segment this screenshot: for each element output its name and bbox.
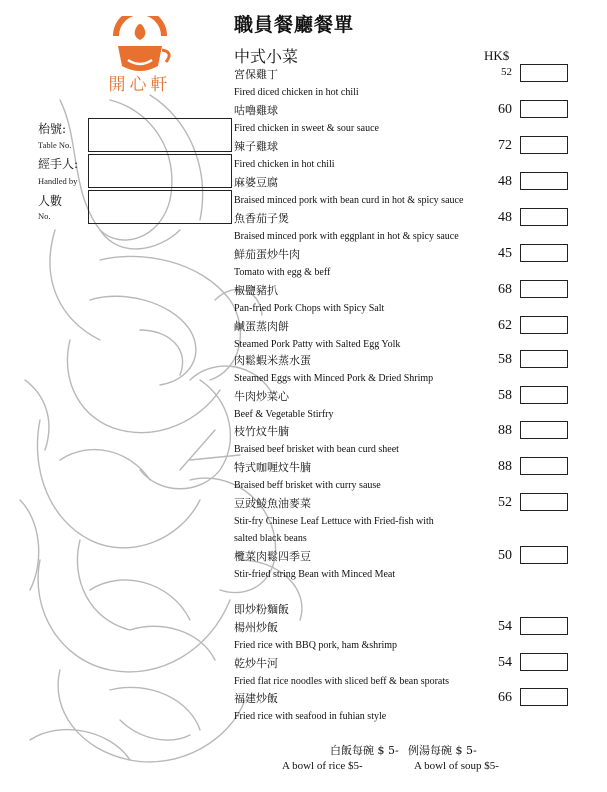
item-price: 50 <box>498 548 512 563</box>
item-name-zh: 牛肉炒菜心 <box>234 390 289 403</box>
item-name-en: Tomato with egg & beff <box>234 267 331 278</box>
handled-by-label: 經手人: <box>38 157 79 171</box>
item-name-zh: 特式咖喱炆牛腩 <box>234 461 311 474</box>
currency-label: HK$ <box>484 48 510 63</box>
section-title-rice-noodles: 即炒粉麵飯 <box>234 603 289 616</box>
item-name-zh: 魚香茄子煲 <box>234 212 289 225</box>
item-price: 58 <box>498 388 512 403</box>
quantity-box[interactable] <box>520 688 568 706</box>
item-name-zh: 宮保雞丁 <box>234 68 278 81</box>
item-name-zh: 麻婆豆腐 <box>234 176 278 189</box>
quantity-box[interactable] <box>520 386 568 404</box>
item-name-zh: 福建炒飯 <box>234 692 278 705</box>
quantity-box[interactable] <box>520 617 568 635</box>
party-size-label-en: No. <box>38 211 51 221</box>
item-name-en: Beef & Vegetable Stirfry <box>234 409 334 420</box>
handled-by-label-en: Handled by <box>38 176 78 186</box>
quantity-box[interactable] <box>520 493 568 511</box>
quantity-box[interactable] <box>520 136 568 154</box>
item-price: 58 <box>498 352 512 367</box>
item-name-zh: 楊州炒飯 <box>234 621 278 634</box>
quantity-box[interactable] <box>520 280 568 298</box>
quantity-box[interactable] <box>520 457 568 475</box>
item-name-zh: 欖菜肉鬆四季豆 <box>234 550 311 563</box>
table-number-field[interactable] <box>88 118 232 152</box>
item-price: 48 <box>498 210 512 225</box>
item-name-zh: 咕嚕雞球 <box>234 104 278 117</box>
quantity-box[interactable] <box>520 421 568 439</box>
item-name-en: Braised minced pork with bean curd in hot & spicy sauce <box>234 195 464 206</box>
item-price: 45 <box>498 246 512 261</box>
handled-by-field[interactable] <box>88 154 232 188</box>
item-name-zh: 豆豉鯪魚油麥菜 <box>234 497 311 510</box>
item-name-zh: 鹹蛋蒸肉餅 <box>234 320 289 333</box>
item-name-en: Stir-fried string Bean with Minced Meat <box>234 569 396 580</box>
item-name-zh: 枝竹炆牛腩 <box>234 425 289 438</box>
item-name-en: Fried rice with seafood in fuhian style <box>234 711 387 722</box>
logo-name: 開心軒 <box>108 75 172 95</box>
soup-price-zh: 例湯每碗 $ 5- <box>408 744 477 757</box>
item-name-en: Fired chicken in hot chili <box>234 159 335 170</box>
item-name-zh: 辣子雞球 <box>234 140 278 153</box>
item-price: 68 <box>498 282 512 297</box>
quantity-box[interactable] <box>520 64 568 82</box>
item-name-en: Pan-fried Pork Chops with Spicy Salt <box>234 303 385 314</box>
item-name-en: Fired diced chicken in hot chili <box>234 87 359 98</box>
page-title: 職員餐廳餐單 <box>234 14 355 36</box>
item-name-en: Braised beef brisket with bean curd sheet <box>234 444 399 455</box>
quantity-box[interactable] <box>520 653 568 671</box>
item-name-en: Fried rice with BBQ pork, ham &shrimp <box>234 640 398 651</box>
party-size-field[interactable] <box>88 190 232 224</box>
item-price: 48 <box>498 174 512 189</box>
item-name-zh: 乾炒牛河 <box>234 657 278 670</box>
section-title-dishes: 中式小菜 <box>234 47 299 66</box>
party-size-label: 人數 <box>38 194 63 208</box>
rice-price-en: A bowl of rice $5- <box>282 760 363 772</box>
item-name-en: Steamed Eggs with Minced Pork & Dried Shrimp <box>234 373 434 384</box>
item-price: 88 <box>498 459 512 474</box>
item-price: 88 <box>498 423 512 438</box>
item-price: 52 <box>501 66 512 78</box>
item-name-en: Braised beff brisket with curry sause <box>234 480 381 491</box>
item-name-en: Fried flat rice noodles with sliced beff & bean sporats <box>234 676 450 687</box>
item-price: 52 <box>498 495 512 510</box>
item-price: 72 <box>498 138 512 153</box>
quantity-box[interactable] <box>520 100 568 118</box>
item-price: 60 <box>498 102 512 117</box>
item-name-en: Stir-fry Chinese Leaf Lettuce with Fried-fish with salted black beans <box>234 516 434 544</box>
item-price: 54 <box>498 655 512 670</box>
quantity-box[interactable] <box>520 350 568 368</box>
item-price: 54 <box>498 619 512 634</box>
item-price: 62 <box>498 318 512 333</box>
soup-price-en: A bowl of soup $5- <box>414 760 499 772</box>
quantity-box[interactable] <box>520 546 568 564</box>
item-name-en: Braised minced pork with eggplant in hot & spicy sauce <box>234 231 459 242</box>
item-name-en: Steamed Pork Patty with Salted Egg Yolk <box>234 339 401 350</box>
item-name-zh: 肉鬆蝦米蒸水蛋 <box>234 354 311 367</box>
table-number-label-en: Table No. <box>38 140 72 150</box>
rice-price-zh: 白飯每碗 $ 5- <box>330 744 399 757</box>
table-number-label: 枱號: <box>38 122 67 136</box>
quantity-box[interactable] <box>520 208 568 226</box>
item-name-en: Fired chicken in sweet & sour sauce <box>234 123 379 134</box>
quantity-box[interactable] <box>520 172 568 190</box>
item-name-zh: 鮮茄蛋炒牛肉 <box>234 248 300 261</box>
quantity-box[interactable] <box>520 316 568 334</box>
quantity-box[interactable] <box>520 244 568 262</box>
item-price: 66 <box>498 690 512 705</box>
item-name-zh: 椒鹽豬扒 <box>234 284 278 297</box>
